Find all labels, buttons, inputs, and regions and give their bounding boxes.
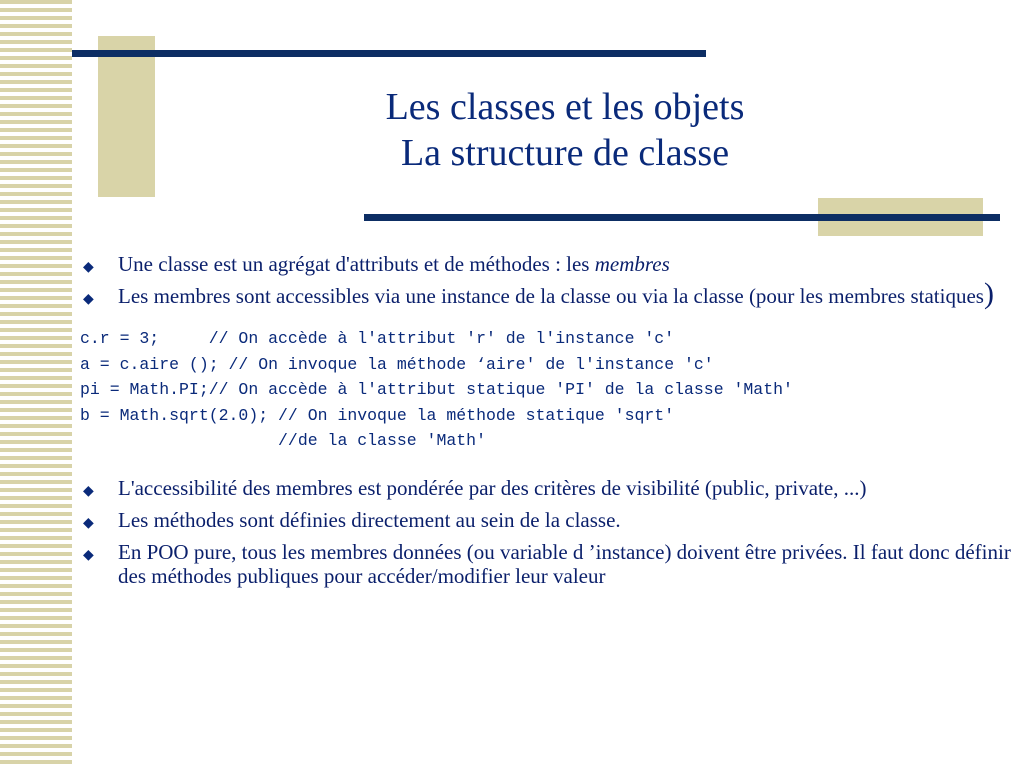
- bullet-item: [80, 476, 1020, 500]
- diamond-icon: ◆: [83, 547, 94, 563]
- code-line: pi = Math.PI;// On accède à l'attribut statique 'PI' de la classe 'Math': [80, 380, 793, 399]
- bullet-closing-paren: ): [983, 277, 994, 310]
- bullet-item: [80, 277, 1020, 310]
- code-line: c.r = 3; // On accède à l'attribut 'r' de l'instance 'c': [80, 329, 675, 348]
- slide-body: [80, 252, 1020, 596]
- bullet-item: [80, 540, 1020, 588]
- bullet-emphasis: membres: [594, 252, 670, 276]
- diamond-icon: ◆: [83, 292, 94, 307]
- diamond-icon: ◆: [83, 483, 94, 499]
- bullet-text: Les membres sont accessibles via une instance de la classe ou via la classe (pour les membres statiques: [118, 284, 984, 308]
- striped-margin-decoration: [0, 0, 72, 768]
- diamond-icon: ◆: [83, 260, 94, 275]
- bullet-item: [80, 508, 1020, 532]
- title-line-1: Les classes et les objets: [385, 86, 745, 128]
- diamond-icon: ◆: [83, 515, 94, 531]
- bottom-rule: [364, 214, 1000, 221]
- top-rule: [72, 50, 706, 57]
- slide-title: [250, 84, 880, 176]
- bullet-text: Les méthodes sont définies directement au sein de la classe.: [118, 507, 621, 532]
- bullet-text: L'accessibilité des membres est pondérée par des critères de visibilité (public, private, ...): [118, 475, 867, 500]
- bullet-item: [80, 252, 1020, 276]
- code-line: b = Math.sqrt(2.0); // On invoque la méthode statique 'sqrt': [80, 405, 675, 425]
- code-line: //de la classe 'Math': [80, 431, 486, 450]
- bullet-text: Une classe est un agrégat d'attributs et de méthodes : les: [118, 252, 595, 276]
- title-line-2: La structure de classe: [400, 132, 730, 174]
- code-block: [80, 326, 1020, 454]
- code-line: a = c.aire (); // On invoque la méthode ‘aire' de l'instance 'c': [80, 354, 714, 374]
- bullet-text: En POO pure, tous les membres données (ou variable d ’instance) doivent être privées. Il faut donc définir des méthodes publiques pour accéder/modifier leur valeur: [118, 539, 1011, 588]
- top-accent-block: [98, 36, 155, 197]
